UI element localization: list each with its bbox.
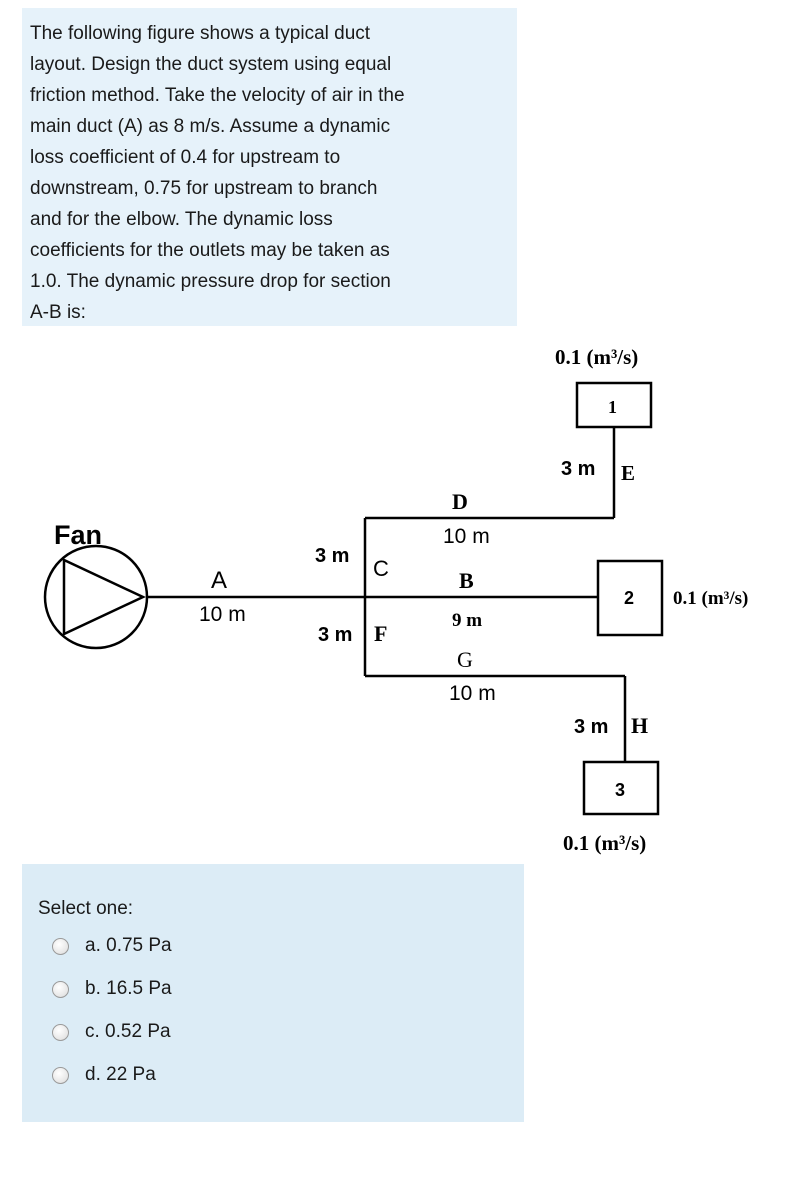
question-line: layout. Design the duct system using equal [30, 54, 392, 75]
select-one-label: Select one: [38, 898, 134, 919]
answer-label: a. 0.75 Pa [85, 935, 172, 956]
outlet-3-flow: 0.1 (m³/s) [563, 831, 647, 855]
section-g-label: G [457, 647, 473, 672]
answer-option-a[interactable] [52, 933, 172, 959]
fan-icon [45, 546, 147, 648]
answer-label: d. 22 Pa [85, 1064, 156, 1085]
section-h-label: H [631, 713, 649, 738]
radio-button[interactable] [52, 1024, 69, 1041]
radio-button[interactable] [52, 1067, 69, 1084]
question-line: The following figure shows a typical duct [30, 23, 371, 44]
outlet-1-flow: 0.1 (m³/s) [555, 345, 639, 369]
section-f-label: F [374, 621, 388, 646]
question-line: and for the elbow. The dynamic loss [30, 209, 333, 230]
section-h-length: 3 m [574, 716, 609, 738]
section-b-length: 9 m [452, 610, 483, 631]
section-d-length: 10 m [443, 525, 490, 548]
section-a-length: 10 m [199, 603, 246, 626]
section-f-length: 3 m [318, 624, 353, 646]
answer-label: b. 16.5 Pa [85, 978, 172, 999]
answer-option-d[interactable] [52, 1062, 156, 1088]
section-e-length: 3 m [561, 458, 596, 480]
outlet-1-id: 1 [608, 397, 617, 417]
section-a-label: A [211, 567, 228, 594]
question-line: main duct (A) as 8 m/s. Assume a dynamic [30, 116, 391, 137]
outlet-2-id: 2 [624, 588, 635, 608]
answer-option-c[interactable] [52, 1019, 171, 1045]
fan-triangle [64, 560, 143, 634]
question-line: downstream, 0.75 for upstream to branch [30, 178, 378, 199]
section-g-length: 10 m [449, 682, 496, 705]
question-line: coefficients for the outlets may be taken as [30, 240, 390, 261]
radio-button[interactable] [52, 981, 69, 998]
question-line: A-B is: [30, 302, 86, 323]
radio-button[interactable] [52, 938, 69, 955]
section-b-label: B [459, 568, 474, 593]
section-c-length: 3 m [315, 545, 350, 567]
fan-label: Fan [54, 520, 103, 550]
answer-label: c. 0.52 Pa [85, 1021, 171, 1042]
question-line: loss coefficient of 0.4 for upstream to [30, 147, 341, 168]
section-e-label: E [621, 461, 636, 485]
section-c-label: C [373, 556, 389, 581]
section-d-label: D [452, 489, 468, 514]
question-line: 1.0. The dynamic pressure drop for section [30, 271, 391, 292]
question-line: friction method. Take the velocity of air in the [30, 85, 405, 106]
outlet-3-id: 3 [615, 780, 626, 800]
answer-option-b[interactable] [52, 976, 172, 1002]
outlet-2-flow: 0.1 (m³/s) [673, 588, 749, 609]
